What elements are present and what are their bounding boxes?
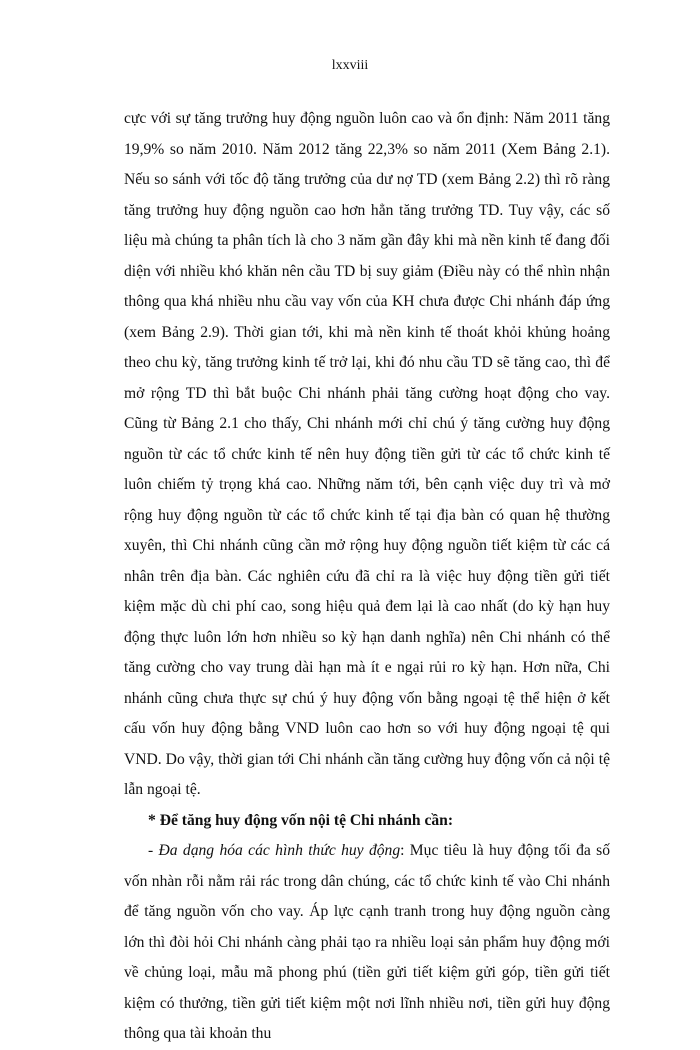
bullet-paragraph: [124, 836, 610, 1050]
page-number: lxxviii: [331, 58, 369, 73]
bullet-text: : Mục tiêu là huy động tối đa số vốn nhàn rỗi nằm rải rác trong dân chúng, các tổ chức kinh tế vào Chi nhánh để tăng nguồn vốn cho vay. Áp lực cạnh tranh trong huy động nguồn càng lớn thì đòi hỏi Chi nhánh càng phải tạo ra nhiều loại sản phẩm huy động mới về chủng loại, mẫu mã phong phú (tiền gửi tiết kiệm gửi góp, tiền gửi tiết kiệm có thưởng, tiền gửi tiết kiệm một nơi lĩnh nhiều nơi, tiền gửi huy động thông qua tài khoản thu: [124, 842, 610, 1042]
body-paragraph: cực với sự tăng trưởng huy động nguồn luôn cao và ổn định: Năm 2011 tăng 19,9% so năm 2010. Năm 2012 tăng 22,3% so năm 2011 (Xem Bảng 2.1). Nếu so sánh với tốc độ tăng trưởng của dư nợ TD (xem Bảng 2.2) thì rõ ràng tăng trưởng huy động nguồn cao hơn hẳn tăng trưởng TD. Tuy vậy, các số liệu mà chúng ta phân tích là cho 3 năm gần đây khi mà nền kinh tế đang đối diện với nhiều khó khăn nên cầu TD bị suy giảm (Điều này có thể nhìn nhận thông qua khá nhiều nhu cầu vay vốn của KH chưa được Chi nhánh đáp ứng (xem Bảng 2.9). Thời gian tới, khi mà nền kinh tế thoát khỏi khủng hoảng theo chu kỳ, tăng trưởng kinh tế trở lại, khi đó nhu cầu TD sẽ tăng cao, thì để mở rộng TD thì bắt buộc Chi nhánh phải tăng cường hoạt động cho vay. Cũng từ Bảng 2.1 cho thấy, Chi nhánh mới chỉ chú ý tăng cường huy động nguồn từ các tổ chức kinh tế nên huy động tiền gửi từ các tổ chức kinh tế luôn chiếm tỷ trọng khá cao. Những năm tới, bên cạnh việc duy trì và mở rộng huy động nguồn từ các tổ chức kinh tế tại địa bàn có quan hệ thường xuyên, thì Chi nhánh cũng cần mở rộng huy động nguồn tiết kiệm từ các cá nhân trên địa bàn. Các nghiên cứu đã chỉ ra là việc huy động tiền gửi tiết kiệm mặc dù chi phí cao, song hiệu quả đem lại là cao nhất (do kỳ hạn huy động thực luôn lớn hơn nhiều so kỳ hạn danh nghĩa) nên Chi nhánh có thể tăng cường cho vay trung dài hạn mà ít e ngại rủi ro kỳ hạn. Hơn nữa, Chi nhánh cũng chưa thực sự chú ý huy động vốn bằng ngoại tệ thể hiện ở kết cấu vốn huy động bằng VND luôn cao hơn so với huy động ngoại tệ qui VND. Do vậy, thời gian tới Chi nhánh cần tăng cường huy động vốn cả nội tệ lẫn ngoại tệ.: [124, 110, 610, 798]
document-body: [124, 104, 610, 1050]
bullet-lead: - Đa dạng hóa các hình thức huy động: [148, 842, 401, 859]
section-heading: * Để tăng huy động vốn nội tệ Chi nhánh cần:: [148, 811, 454, 829]
